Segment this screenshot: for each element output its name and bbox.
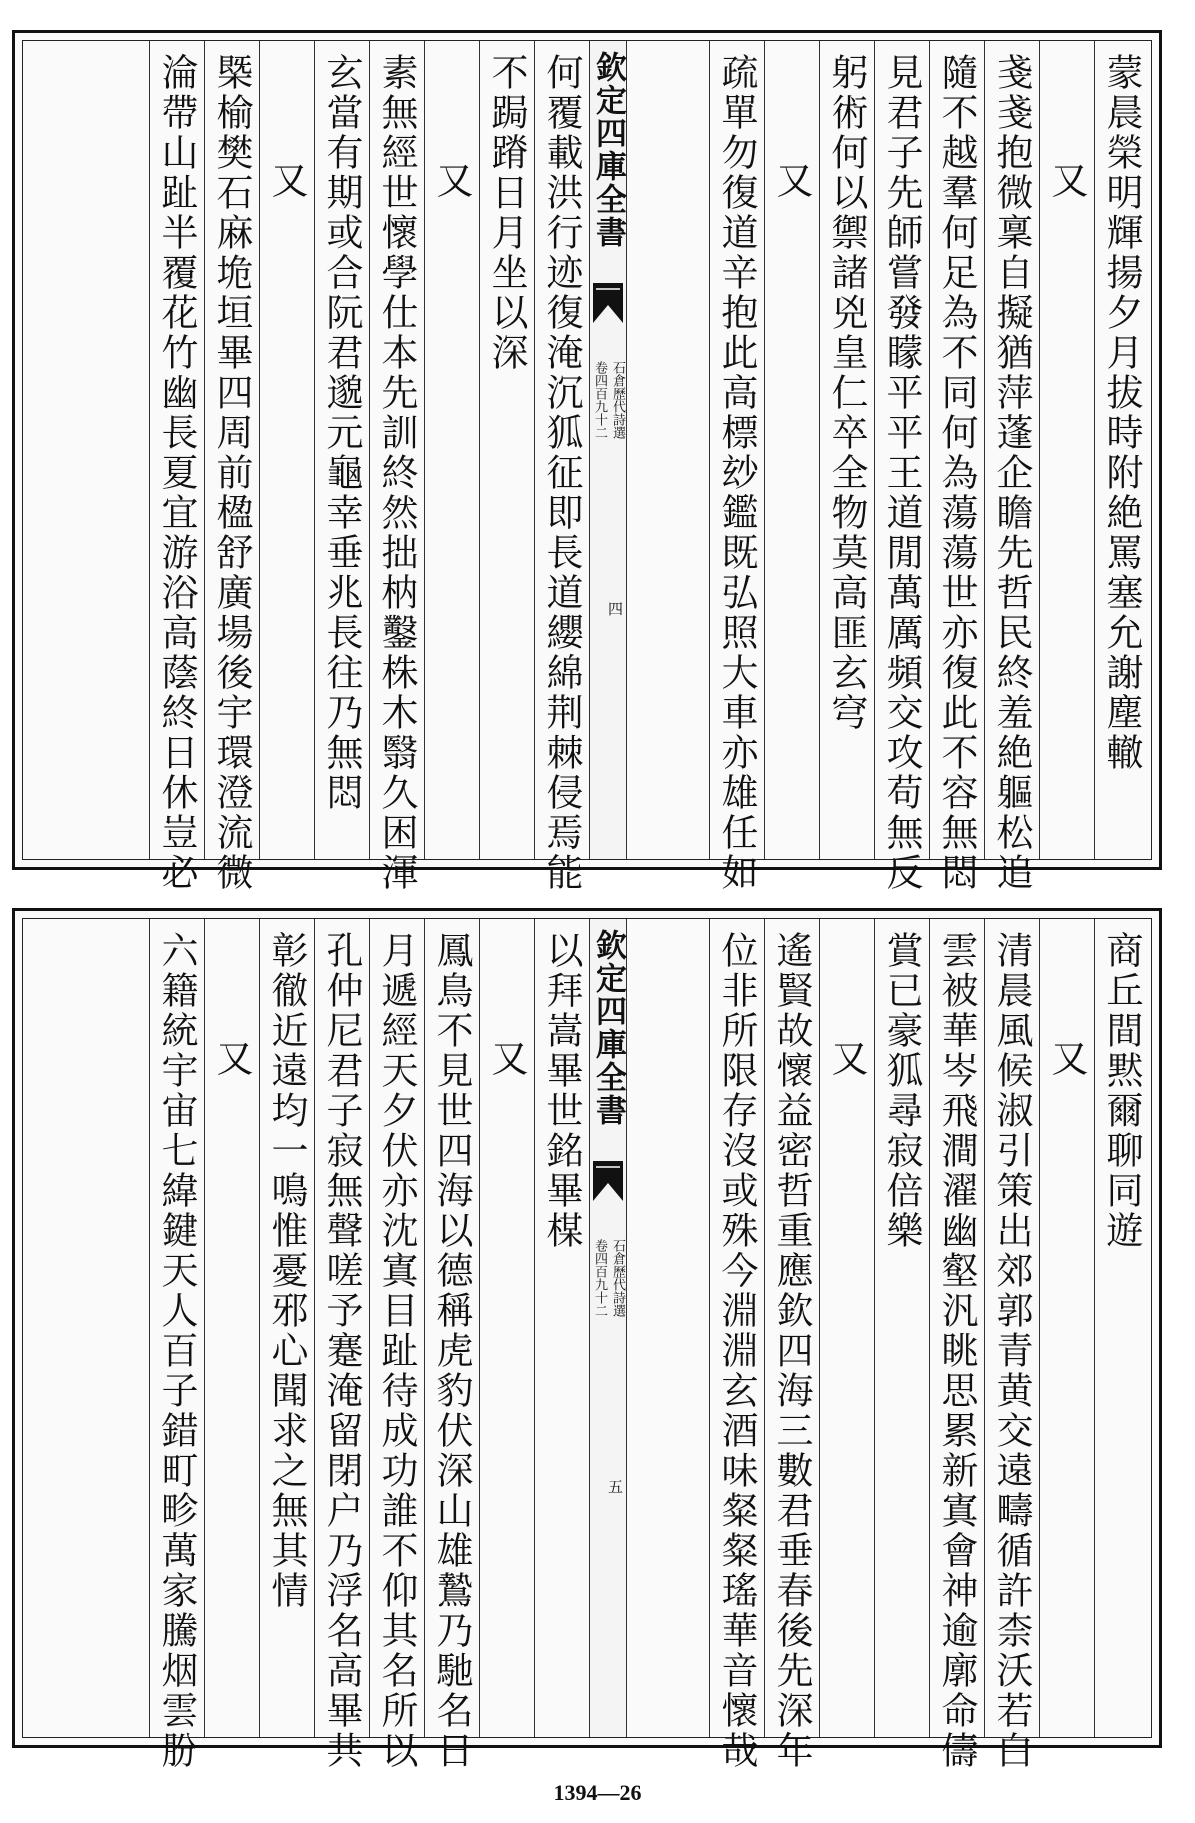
text-column [424, 919, 479, 1771]
bottom-page-frame [12, 908, 1162, 1771]
column-text: 蒙晨榮明輝揚夕月拔時附絶罵塞允謝塵轍 [1100, 53, 1143, 773]
column-text: 又 [770, 161, 813, 201]
book-title: 欽定四庫全書 [590, 929, 626, 1127]
anthology-title: 石倉歷代詩選 [610, 1239, 625, 1317]
column-text: 又 [825, 1039, 868, 1079]
text-column [819, 919, 874, 1737]
column-text: 彰徹近遠均一鳴惟憂邪心聞求之無其情 [265, 931, 308, 1611]
column-text: 商丘間黙爾聊同遊 [1100, 931, 1143, 1251]
column-text: 以拜嵩畢世銘畢楳 [540, 931, 583, 1251]
text-column [984, 919, 1039, 1771]
text-column [1039, 919, 1094, 1737]
text-column [314, 41, 369, 859]
text-column [259, 41, 314, 859]
column-text: 又 [1045, 161, 1088, 201]
column-text: 鳳鳥不見世四海以德稱虎豹伏深山雄鷙乃馳名日 [430, 931, 473, 1771]
text-column [369, 919, 424, 1771]
text-column [874, 41, 929, 893]
center-subtitle [590, 1239, 626, 1317]
column-text: 孔仲尼君子寂無聲嗟予蹇淹留閉户乃浮名高畢共 [320, 931, 363, 1771]
column-text: 又 [1045, 1039, 1088, 1079]
bottom-page-inner-border [22, 918, 1152, 1771]
column-text: 隨不越羣何足為不同何為蕩蕩世亦復此不容無悶 [935, 53, 978, 893]
column-text: 槩榆樊石麻垝垣畢四周前楹舒廣場後宇環澄流微 [210, 53, 253, 893]
text-column [314, 919, 369, 1771]
column-text: 玄當有期或合阮君邈元龜幸垂兆長往乃無悶 [320, 53, 363, 813]
column-text: 素無經世懷學仕本先訓終然拙枘鑿株木翳久困渾 [375, 53, 418, 893]
text-column [764, 919, 819, 1771]
column-text: 戔戔抱微稟自擬猶萍蓬企瞻先哲民終羞絶軀松追 [990, 53, 1033, 893]
column-text: 見君子先師嘗發矇平平王道閒萬厲頻交攻苟無反 [880, 53, 923, 893]
column-text: 又 [430, 161, 473, 201]
text-column [1039, 41, 1094, 859]
center-subtitle [590, 361, 626, 439]
text-column [819, 41, 874, 859]
page-number: 四 [606, 601, 624, 616]
volume-number: 卷四百九十二 [592, 361, 607, 439]
column-text: 雲被華岑飛澗濯幽壑汎眺思累新寘會神逾廓命儔 [935, 931, 978, 1771]
page-number: 五 [606, 1479, 624, 1494]
text-column [929, 919, 984, 1771]
column-text: 六籍統宇宙七緯鍵天人百子錯町畛萬家騰烟雲朌 [155, 931, 198, 1771]
text-column [709, 919, 764, 1771]
anthology-title: 石倉歷代詩選 [610, 361, 625, 439]
text-column [874, 919, 929, 1737]
center-fold [589, 919, 627, 1737]
text-column [1094, 919, 1149, 1737]
text-column [369, 41, 424, 893]
center-fold [589, 41, 627, 859]
column-text: 又 [265, 161, 308, 201]
text-column [534, 41, 589, 893]
column-text: 賞已豪狐尋寂倍樂 [880, 931, 923, 1251]
column-text: 疏單勿復道辛抱此高標玅鑑既弘照大車亦雄任如 [715, 53, 758, 893]
column-text: 清晨風候淑引策出郊郭青黄交遠疇循許柰沃若白 [990, 931, 1033, 1771]
column-text: 月遞經天夕伏亦沈寘目趾待成功誰不仰其名所以 [375, 931, 418, 1771]
text-column [424, 41, 479, 859]
book-title: 欽定四庫全書 [590, 51, 626, 249]
fishtail-mark-icon [593, 1161, 623, 1201]
text-column [764, 41, 819, 859]
column-text: 不跼蹐日月坐以深 [485, 53, 528, 373]
text-column [149, 41, 204, 893]
text-column [984, 41, 1039, 893]
column-text: 淪帶山趾半覆花竹幽長夏宜游浴高蔭終日休豈必 [155, 53, 198, 893]
column-text: 何覆載洪行迹復淹沉狐征即長道纓綿荆棘侵焉能 [540, 53, 583, 893]
volume-number: 卷四百九十二 [592, 1239, 607, 1317]
text-column [479, 919, 534, 1737]
column-text: 遙賢故懷益密哲重應欽四海三數君垂春後先深年 [770, 931, 813, 1771]
column-text: 又 [485, 1039, 528, 1079]
top-page-inner-border [22, 40, 1152, 893]
text-column [929, 41, 984, 893]
column-text: 又 [210, 1039, 253, 1079]
text-column [479, 41, 534, 859]
text-column [1094, 41, 1149, 859]
text-column [204, 41, 259, 893]
column-text: 躬術何以禦諸兇皇仁卒全物莫高匪玄穹 [825, 53, 868, 733]
column-text: 位非所限存沒或殊今淵淵玄酒味粲粲瑤華音懷哉 [715, 931, 758, 1771]
text-column [204, 919, 259, 1737]
text-column [709, 41, 764, 893]
text-column [149, 919, 204, 1771]
text-column [259, 919, 314, 1737]
page-footer-number: 1394—26 [553, 1780, 642, 1805]
top-page-frame [12, 30, 1162, 893]
text-column [534, 919, 589, 1737]
fishtail-mark-icon [593, 283, 623, 323]
